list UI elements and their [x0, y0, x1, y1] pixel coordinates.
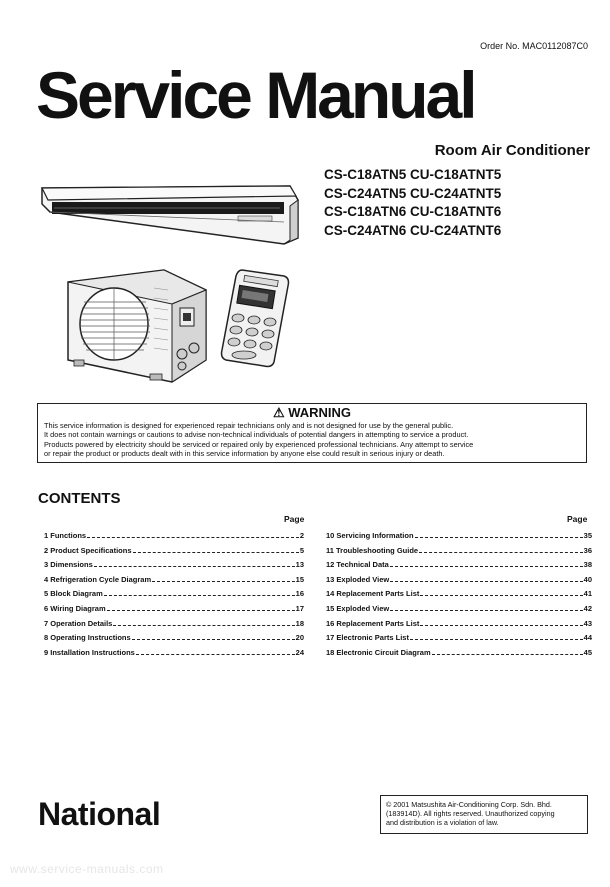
toc-entry-page: 38 [583, 560, 592, 570]
toc-leader-dots [390, 566, 583, 567]
toc-leader-dots [104, 595, 295, 596]
toc-entry[interactable] [326, 589, 592, 604]
toc-entry[interactable] [44, 648, 304, 663]
toc-entry-page: 44 [583, 633, 592, 643]
toc-entry[interactable] [326, 531, 592, 546]
model-line: CS-C24ATN6 CU-C24ATNT6 [324, 222, 502, 238]
toc-entry[interactable] [326, 648, 592, 663]
toc-entry-label: 14 Replacement Parts List [326, 589, 420, 599]
warning-text [44, 421, 582, 459]
toc-entry[interactable] [44, 633, 304, 648]
toc-leader-dots [132, 639, 295, 640]
indoor-unit-illustration [40, 182, 302, 248]
toc-leader-dots [419, 552, 583, 553]
toc-entry-label: 18 Electronic Circuit Diagram [326, 647, 431, 657]
document-subtitle: Room Air Conditioner [434, 142, 590, 159]
toc-entry-label: 13 Exploded View [326, 574, 390, 584]
toc-leader-dots [133, 552, 299, 553]
toc-left-column [44, 531, 304, 662]
toc-entry-page: 17 [295, 603, 304, 613]
order-number: Order No. MAC0112087C0 [480, 41, 588, 51]
toc-entry[interactable] [44, 589, 304, 604]
toc-entry-label: 5 Block Diagram [44, 589, 103, 599]
model-list [324, 166, 501, 240]
model-line: CS-C24ATN5 CU-C24ATNT5 [324, 185, 502, 201]
toc-entry-label: 16 Replacement Parts List [326, 618, 420, 628]
toc-entry-label: 10 Servicing Information [326, 531, 414, 540]
remote-control-illustration [218, 268, 292, 370]
warning-line: Products powered by electricity should be serviced or repaired only by experienced professional technicians. Any attempt to service [44, 439, 474, 449]
toc-entry-page: 5 [299, 545, 304, 555]
toc-leader-dots [432, 654, 583, 655]
toc-entry[interactable] [44, 575, 304, 590]
toc-entry-page: 35 [583, 531, 592, 540]
warning-title: ⚠ WARNING [272, 405, 352, 420]
toc-entry[interactable] [44, 560, 304, 575]
toc-leader-dots [390, 610, 582, 611]
toc-entry-label: 8 Operating Instructions [44, 633, 131, 643]
toc-entry-page: 2 [299, 531, 304, 540]
warning-box [37, 403, 587, 463]
toc-leader-dots [410, 639, 583, 640]
toc-entry[interactable] [326, 619, 592, 634]
toc-entry-label: 4 Refrigeration Cycle Diagram [44, 574, 152, 584]
toc-entry-page: 13 [295, 560, 304, 570]
toc-leader-dots [420, 625, 582, 626]
toc-entry-page: 20 [295, 633, 304, 643]
toc-entry-page: 45 [583, 647, 592, 657]
toc-entry[interactable] [326, 575, 592, 590]
toc-entry-page: 41 [583, 589, 592, 599]
toc-right-column [326, 531, 592, 662]
toc-entry-label: 2 Product Specifications [44, 545, 132, 555]
toc-leader-dots [415, 537, 583, 538]
toc-entry[interactable] [44, 604, 304, 619]
toc-entry[interactable] [44, 531, 304, 546]
toc-leader-dots [87, 537, 299, 538]
toc-entry-page: 24 [295, 647, 304, 657]
toc-entry[interactable] [326, 560, 592, 575]
page-column-label: Page [284, 514, 305, 524]
toc-leader-dots [113, 625, 294, 626]
copyright-line: © 2001 Matsushita Air-Conditioning Corp. Sdn. Bhd. [386, 800, 552, 809]
toc-entry-label: 3 Dimensions [44, 560, 93, 570]
watermark: www.service-manuals.com [10, 862, 164, 876]
toc-entry-label: 9 Installation Instructions [44, 647, 135, 657]
brand-logo: National [38, 796, 161, 832]
model-line: CS-C18ATN5 CU-C18ATNT5 [324, 167, 502, 182]
warning-line: This service information is designed for experienced repair technicians only and is not designed for use by the general public. [44, 421, 454, 430]
toc-entry-label: 17 Electronic Parts List [326, 633, 409, 643]
page-column-label: Page [567, 514, 588, 524]
toc-leader-dots [152, 581, 295, 582]
toc-entry-label: 11 Troubleshooting Guide [326, 545, 419, 555]
toc-entry[interactable] [326, 604, 592, 619]
toc-entry[interactable] [326, 546, 592, 561]
toc-entry-label: 6 Wiring Diagram [44, 603, 106, 613]
toc-entry-label: 15 Exploded View [326, 603, 390, 613]
toc-entry-page: 16 [295, 589, 304, 599]
copyright-box [380, 795, 588, 834]
toc-entry-page: 43 [583, 618, 592, 628]
toc-entry-page: 18 [295, 618, 304, 628]
toc-entry-label: 7 Operation Details [44, 618, 113, 628]
outdoor-unit-illustration [60, 268, 210, 386]
warning-line: It does not contain warnings or cautions to advise non-technical individuals of potential dangers in attempting to service a product. [44, 430, 469, 440]
toc-leader-dots [136, 654, 295, 655]
toc-entry-page: 15 [295, 574, 304, 584]
toc-entry[interactable] [44, 546, 304, 561]
contents-heading: CONTENTS [38, 490, 121, 507]
toc-leader-dots [420, 595, 582, 596]
toc-entry[interactable] [44, 619, 304, 634]
toc-leader-dots [107, 610, 295, 611]
toc-entry-page: 36 [583, 545, 592, 555]
warning-line: or repair the product or products dealt with in this service information by anyone else could result in serious injury or death. [44, 449, 445, 459]
toc-entry-label: 1 Functions [44, 531, 87, 540]
model-line: CS-C18ATN6 CU-C18ATNT6 [324, 204, 502, 219]
copyright-line: and distribution is a violation of law. [386, 818, 499, 827]
toc-entry[interactable] [326, 633, 592, 648]
toc-entry-page: 40 [583, 574, 592, 584]
copyright-line: (183914D). All rights reserved. Unauthorized copying [386, 809, 555, 818]
document-title: Service Manual [36, 58, 475, 132]
toc-leader-dots [390, 581, 582, 582]
toc-leader-dots [94, 566, 295, 567]
toc-entry-label: 12 Technical Data [326, 560, 389, 570]
toc-entry-page: 42 [583, 603, 592, 613]
